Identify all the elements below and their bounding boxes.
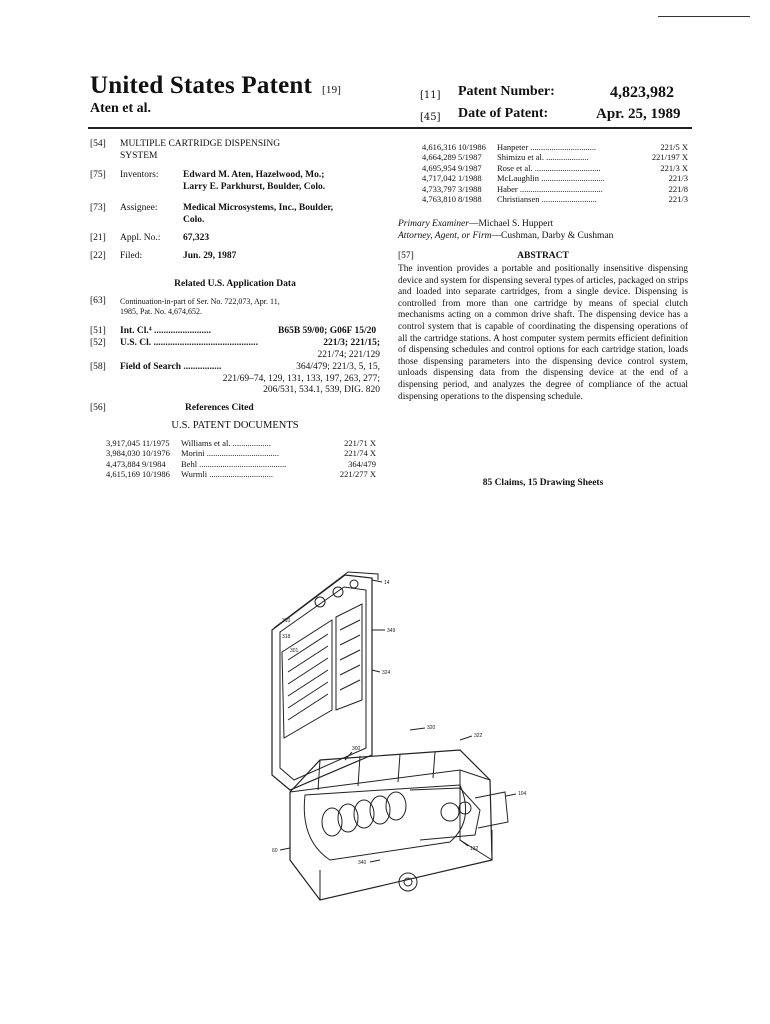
reference-row bbox=[106, 459, 376, 469]
cartridge-base bbox=[290, 750, 508, 900]
reference-num: 3,917,045 bbox=[106, 438, 140, 448]
reference-row bbox=[106, 438, 376, 448]
reference-num: 4,695,954 bbox=[422, 162, 456, 173]
left-ref-table bbox=[106, 438, 376, 480]
reference-row bbox=[106, 469, 376, 479]
reference-row bbox=[422, 184, 688, 194]
abstract-code: [57] bbox=[398, 251, 414, 261]
label-318: 318 bbox=[282, 634, 291, 640]
reference-cls: 221/3 bbox=[668, 193, 688, 204]
reference-num: 4,717,042 bbox=[422, 173, 456, 184]
reference-row bbox=[422, 163, 688, 173]
reference-num: 4,664,289 bbox=[422, 152, 456, 163]
label-14: 14 bbox=[384, 580, 390, 586]
reference-cls: 221/277 X bbox=[339, 469, 376, 480]
label-349: 349 bbox=[387, 628, 396, 634]
date-code: [45] bbox=[420, 112, 441, 123]
reference-row bbox=[422, 173, 688, 183]
reference-name: Haber ....................................... bbox=[497, 183, 603, 194]
reference-num: 4,763,810 bbox=[422, 193, 456, 204]
reference-cls: 221/3 X bbox=[660, 162, 688, 173]
us-docs-heading: U.S. PATENT DOCUMENTS bbox=[171, 420, 299, 431]
reference-name: Shimizu et al. .................... bbox=[497, 152, 589, 163]
reference-row bbox=[422, 152, 688, 162]
reference-cls: 221/5 X bbox=[660, 142, 688, 152]
reference-date: 10/1986 bbox=[142, 469, 170, 480]
reference-name: Williams et al. .................. bbox=[181, 438, 271, 448]
label-104: 104 bbox=[518, 791, 527, 797]
reference-num: 4,733,797 bbox=[422, 183, 456, 194]
label-60: 60 bbox=[272, 848, 278, 854]
reference-date: 3/1988 bbox=[458, 183, 482, 194]
patent-number-code: [11] bbox=[420, 90, 441, 101]
reference-cls: 221/74 X bbox=[344, 448, 376, 459]
label-132: 132 bbox=[470, 846, 479, 852]
reference-name: Morini .................................. bbox=[181, 448, 279, 459]
reference-cls: 221/3 bbox=[668, 173, 688, 184]
reference-num: 4,473,884 bbox=[106, 458, 140, 469]
reference-num: 4,615,169 bbox=[106, 469, 140, 480]
inventor-short: Aten et al. bbox=[90, 101, 152, 116]
reference-row bbox=[422, 142, 688, 152]
reference-num: 4,616,316 bbox=[422, 142, 456, 152]
header-rule bbox=[88, 127, 692, 129]
patent-number-label: Patent Number: bbox=[458, 84, 555, 99]
label-301: 301 bbox=[290, 648, 299, 654]
abstract-heading: ABSTRACT bbox=[517, 251, 569, 261]
claims-line: 85 Claims, 15 Drawing Sheets bbox=[482, 478, 604, 488]
reference-num: 3,984,030 bbox=[106, 448, 140, 459]
reference-date: 10/1986 bbox=[458, 142, 486, 152]
reference-name: Wurmli .............................. bbox=[181, 469, 273, 480]
top-edge-line bbox=[658, 16, 750, 17]
label-340: 340 bbox=[358, 860, 367, 866]
patent-date: Apr. 25, 1989 bbox=[596, 106, 681, 122]
reference-date: 9/1984 bbox=[142, 458, 166, 469]
date-label: Date of Patent: bbox=[458, 106, 549, 121]
reference-date: 10/1976 bbox=[142, 448, 170, 459]
patent-number: 4,823,982 bbox=[610, 84, 674, 101]
reference-name: McLaughlin .............................. bbox=[497, 173, 605, 184]
reference-date: 9/1987 bbox=[458, 162, 482, 173]
reference-cls: 364/479 bbox=[348, 458, 376, 469]
reference-cls: 221/197 X bbox=[651, 152, 688, 163]
label-310: 310 bbox=[282, 618, 291, 624]
reference-row bbox=[422, 194, 688, 204]
abstract-text: The invention provides a portable and positionally insensitive dispensing device and system for dispensing several types of articles, packaged on strips and loaded into separate cartridges, from a single device. Dispensing is controlled from more than one cartridge by means of special clutch mechanisms acting on a common drive shaft. The dispensing device has a control system that is capable of coordinating the dispensing operations of all the cartridge stations. A host computer system permits efficient definition of dispensing schedules and control options for each cartridge station, loads those dispensing parameters into the dispensing device control system, unloads dispensing data from the dispensing device at the end of a dispensing period, and analyzes the degree of compliance of the actual dispensing operations to the dispensing schedule. bbox=[398, 264, 688, 402]
reference-name: Christiansen .......................... bbox=[497, 193, 597, 204]
reference-name: Rose et al. ............................... bbox=[497, 162, 601, 173]
reference-date: 8/1988 bbox=[458, 193, 482, 204]
label-322: 322 bbox=[474, 733, 483, 739]
label-300: 300 bbox=[352, 746, 361, 752]
reference-row bbox=[106, 448, 376, 458]
reference-date: 1/1988 bbox=[458, 173, 482, 184]
patent-drawing bbox=[260, 560, 530, 905]
reference-name: Hanpeter ............................... bbox=[497, 142, 597, 152]
reference-date: 5/1987 bbox=[458, 152, 482, 163]
label-324: 324 bbox=[382, 670, 391, 676]
attorney: Attorney, Agent, or Firm—Cushman, Darby & Cushman bbox=[398, 231, 614, 241]
label-320: 320 bbox=[427, 725, 436, 731]
page-title: United States Patent [19] bbox=[90, 72, 342, 99]
primary-examiner: Primary Examiner—Michael S. Huppert bbox=[398, 219, 554, 229]
reference-name: Behl ......................................... bbox=[181, 458, 287, 469]
related-heading: Related U.S. Application Data bbox=[174, 279, 296, 289]
reference-cls: 221/8 bbox=[668, 183, 688, 194]
reference-cls: 221/71 X bbox=[344, 438, 376, 448]
right-ref-table bbox=[422, 142, 688, 204]
reference-date: 11/1975 bbox=[142, 438, 170, 448]
